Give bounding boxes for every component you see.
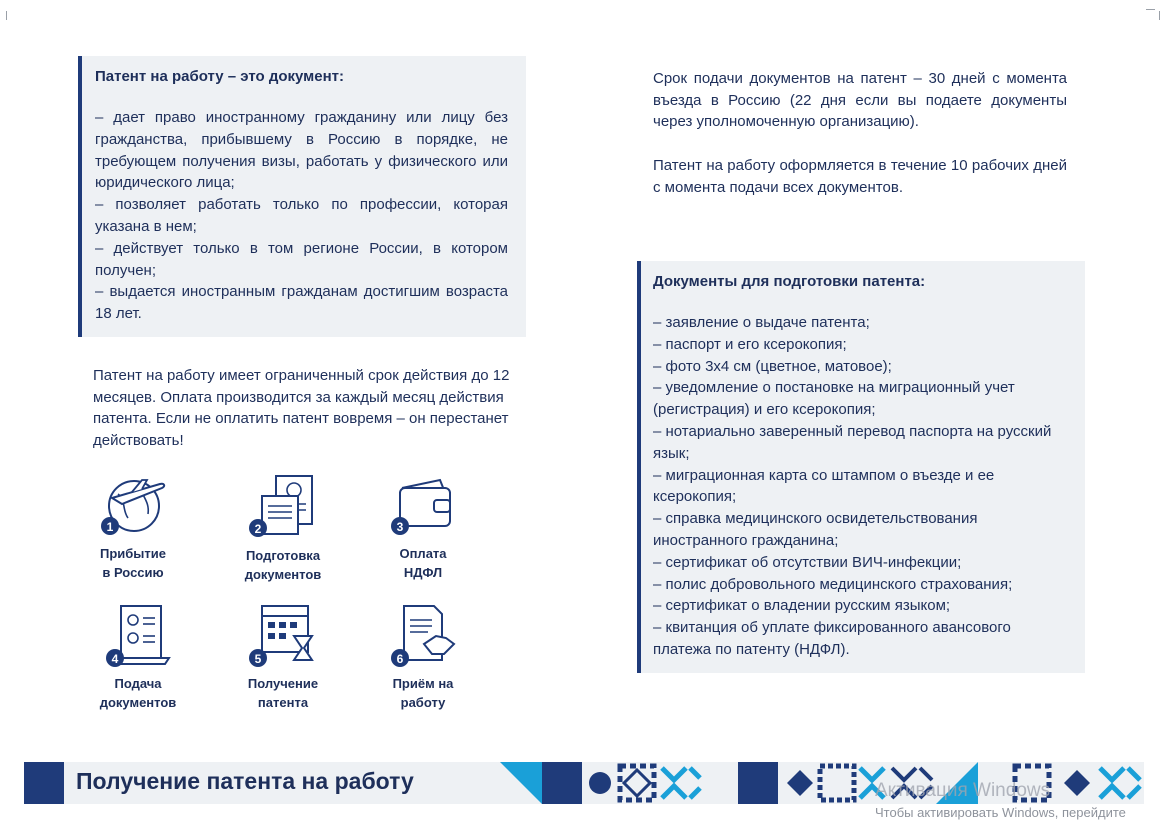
document-item: – уведомление о постановке на миграционный учет (регистрация) и его ксерокопия; xyxy=(653,379,1015,419)
document-item: – справка медицинского освидетельствования иностранного гражданина; xyxy=(653,510,978,549)
documents-list-title: Документы для подготовки патента: xyxy=(653,273,926,290)
documents-icon xyxy=(248,474,318,540)
step-label: Прибытие в Россию xyxy=(100,546,166,580)
step-number: 5 xyxy=(254,652,262,666)
processing-time-text: Патент на работу оформляется в течение 10 рабочих дней с момента подачи всех документов. xyxy=(653,157,1067,196)
definition-item: – дает право иностранному гражданину или лицу без гражданства, прибывшему в Россию в порядке, не требующем получения визы, работать у физического или юридического лица; xyxy=(95,109,508,192)
patent-definition-box xyxy=(78,56,526,337)
crop-mark xyxy=(1146,9,1155,10)
laptop-profile-icon xyxy=(103,602,173,668)
crop-mark xyxy=(1159,11,1160,20)
footer-title: Получение патента на работу xyxy=(76,768,414,794)
submission-deadline-text: Срок подачи документов на патент – 30 дней с момента въезда в Россию (22 дня если вы подаете документы через уполномоченную организацию). xyxy=(653,70,1067,131)
step-label: Оплата НДФЛ xyxy=(399,546,447,580)
step-number: 3 xyxy=(396,520,404,534)
step-submission xyxy=(73,602,203,712)
wallet-icon xyxy=(388,474,458,538)
document-item: – паспорт и его ксерокопия; xyxy=(653,335,847,353)
step-documents xyxy=(218,474,348,584)
step-payment xyxy=(358,474,488,582)
step-label: Подготовка документов xyxy=(244,548,322,582)
document-item: – сертификат о владении русским языком; xyxy=(653,597,951,615)
document-item: – миграционная карта со штампом о въезде и ее ксерокопия; xyxy=(653,466,995,506)
windows-activation-watermark-title: Активация Windows xyxy=(875,780,1051,801)
document-item: – квитанция об уплате фиксированного авансового платежа по патенту (НДФЛ). xyxy=(653,619,1011,658)
definition-item: – выдается иностранным гражданам достигшим возраста 18 лет. xyxy=(95,283,508,323)
definition-item: – действует только в том регионе России, в котором получен; xyxy=(95,239,508,279)
step-hiring xyxy=(358,602,488,712)
plane-globe-icon xyxy=(98,474,168,538)
step-receive-patent xyxy=(218,602,348,712)
contract-handshake-icon xyxy=(388,602,458,668)
patent-definition-title: Патент на работу – это документ: xyxy=(95,68,344,85)
document-item: – заявление о выдаче патента; xyxy=(653,314,870,331)
validity-text: Патент на работу имеет ограниченный срок действия до 12 месяцев. Оплата производится за каждый месяц действия патента. Если не оплатить патент вовремя – он перестанет действовать! xyxy=(93,367,510,449)
step-label: Подача документов xyxy=(99,676,177,710)
step-arrival xyxy=(68,474,198,582)
document-item: – фото 3х4 см (цветное, матовое); xyxy=(653,357,892,375)
document-item: – сертификат об отсутствии ВИЧ-инфекции; xyxy=(653,553,962,571)
step-label: Приём на работу xyxy=(392,676,454,710)
footer-square xyxy=(24,762,64,804)
step-label: Получение патента xyxy=(247,676,319,710)
step-number: 2 xyxy=(254,522,262,536)
definition-item: – позволяет работать только по профессии, которая указана в нем; xyxy=(95,196,508,235)
crop-mark xyxy=(6,11,7,20)
step-number: 6 xyxy=(396,652,404,666)
document-item: – полис добровольного медицинского страхования; xyxy=(653,575,1013,593)
documents-list-box xyxy=(637,261,1085,673)
document-item: – нотариально заверенный перевод паспорта на русский язык; xyxy=(653,422,1052,462)
windows-activation-watermark-subtitle: Чтобы активировать Windows, перейдите xyxy=(875,805,1126,820)
step-number: 4 xyxy=(111,652,119,666)
calendar-hourglass-icon xyxy=(248,602,318,668)
step-number: 1 xyxy=(106,520,114,534)
